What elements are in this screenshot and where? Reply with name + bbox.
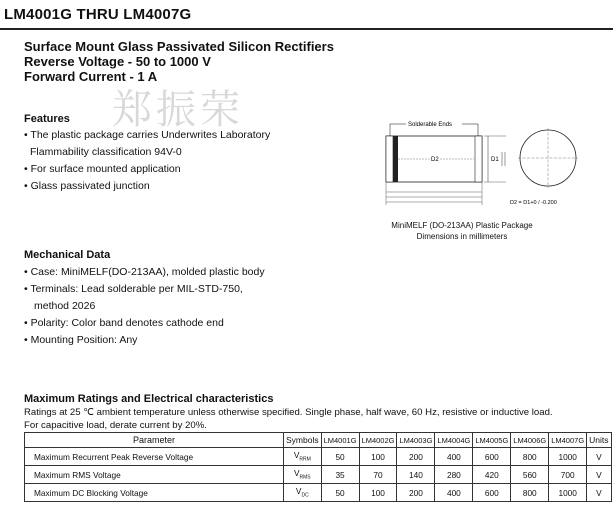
- end-cap-left: [386, 136, 393, 182]
- mechanical-list: [24, 264, 265, 349]
- ratings-note-line: For capacitive load, derate current by 20%.: [24, 420, 207, 431]
- d1-label: D1: [491, 157, 499, 163]
- column-header: LM4005G: [473, 433, 511, 448]
- value-cell: 70: [359, 466, 397, 484]
- column-header: Units: [587, 433, 611, 448]
- value-cell: 560: [511, 466, 549, 484]
- value-cell: 1000: [549, 484, 587, 502]
- symbol-letter: V: [293, 468, 300, 479]
- table-row: [25, 466, 612, 484]
- value-cell: 200: [397, 484, 435, 502]
- parameter-cell: Maximum RMS Voltage: [25, 466, 284, 484]
- value-cell: 800: [511, 484, 549, 502]
- value-cell: 50: [321, 484, 359, 502]
- column-header: Symbols: [284, 433, 322, 448]
- value-cell: 140: [397, 466, 435, 484]
- column-header: Parameter: [25, 433, 284, 448]
- unit-cell: V: [587, 448, 611, 466]
- caption-line: MiniMELF (DO-213AA) Plastic Package: [391, 221, 533, 230]
- symbol-subscript: RRM: [299, 456, 311, 463]
- list-item: • Polarity: Color band denotes cathode end: [24, 317, 224, 329]
- symbol-subscript: RMS: [299, 474, 311, 481]
- ratings-table: [24, 432, 612, 502]
- value-cell: 400: [435, 448, 473, 466]
- column-header: LM4002G: [359, 433, 397, 448]
- symbol-cell: [284, 484, 322, 502]
- list-item: • For surface mounted application: [24, 163, 181, 175]
- column-header: LM4006G: [511, 433, 549, 448]
- table-row: [25, 448, 612, 466]
- page-title: LM4001G THRU LM4007G: [4, 6, 192, 23]
- symbol-letter: V: [295, 486, 302, 497]
- column-header: LM4003G: [397, 433, 435, 448]
- value-cell: 700: [549, 466, 587, 484]
- watermark: 郑振荣: [112, 87, 244, 133]
- list-item: • Terminals: Lead solderable per MIL-STD-750,: [24, 283, 243, 295]
- d2-label: D2: [431, 157, 439, 163]
- list-item: • Glass passivated junction: [24, 180, 150, 192]
- parameter-cell: Maximum DC Blocking Voltage: [25, 484, 284, 502]
- list-item: Flammability classification 94V-0: [30, 146, 182, 158]
- list-item: • Mounting Position: Any: [24, 334, 138, 346]
- symbol-letter: V: [293, 450, 300, 461]
- column-header: LM4004G: [435, 433, 473, 448]
- package-diagram: [370, 112, 590, 224]
- forward-current-spec: Forward Current - 1 A: [24, 69, 158, 84]
- value-cell: 800: [511, 448, 549, 466]
- caption-line: Dimensions in millimeters: [416, 232, 508, 241]
- end-cap-right: [475, 136, 482, 182]
- ratings-note-line: Ratings at 25 ℃ ambient temperature unless otherwise specified. Single phase, half wave, 60 Hz, resistive or inductive load.: [24, 407, 553, 418]
- list-item: method 2026: [34, 300, 96, 312]
- list-item: • The plastic package carries Underwrites Laboratory: [24, 129, 271, 141]
- ratings-heading: Maximum Ratings and Electrical characteristics: [24, 393, 274, 405]
- value-cell: 200: [397, 448, 435, 466]
- cathode-band: [393, 136, 398, 182]
- title-divider: [0, 28, 613, 30]
- value-cell: 35: [321, 466, 359, 484]
- reverse-voltage-spec: Reverse Voltage - 50 to 1000 V: [24, 54, 211, 69]
- value-cell: 1000: [549, 448, 587, 466]
- unit-cell: V: [587, 466, 611, 484]
- ratings-note: [24, 406, 553, 432]
- features-list: [24, 127, 270, 195]
- parameter-cell: Maximum Recurrent Peak Reverse Voltage: [25, 448, 284, 466]
- mechanical-heading: Mechanical Data: [24, 249, 111, 261]
- value-cell: 600: [473, 448, 511, 466]
- column-header: LM4007G: [549, 433, 587, 448]
- diagram-caption: [370, 220, 554, 242]
- features-heading: Features: [24, 113, 70, 125]
- list-item: • Case: MiniMELF(DO-213AA), molded plastic body: [24, 266, 265, 278]
- symbol-cell: [284, 448, 322, 466]
- solderable-ends-label: Solderable Ends: [408, 122, 453, 128]
- value-cell: 420: [473, 466, 511, 484]
- value-cell: 600: [473, 484, 511, 502]
- unit-cell: V: [587, 484, 611, 502]
- d2-formula: D2 = D1+0 / -0.200: [510, 200, 557, 206]
- column-header: LM4001G: [321, 433, 359, 448]
- table-row: [25, 484, 612, 502]
- value-cell: 100: [359, 484, 397, 502]
- value-cell: 280: [435, 466, 473, 484]
- product-description: Surface Mount Glass Passivated Silicon Rectifiers: [24, 39, 334, 54]
- value-cell: 100: [359, 448, 397, 466]
- symbol-subscript: DC: [301, 492, 309, 499]
- table-header-row: [25, 433, 612, 448]
- value-cell: 50: [321, 448, 359, 466]
- symbol-cell: [284, 466, 322, 484]
- value-cell: 400: [435, 484, 473, 502]
